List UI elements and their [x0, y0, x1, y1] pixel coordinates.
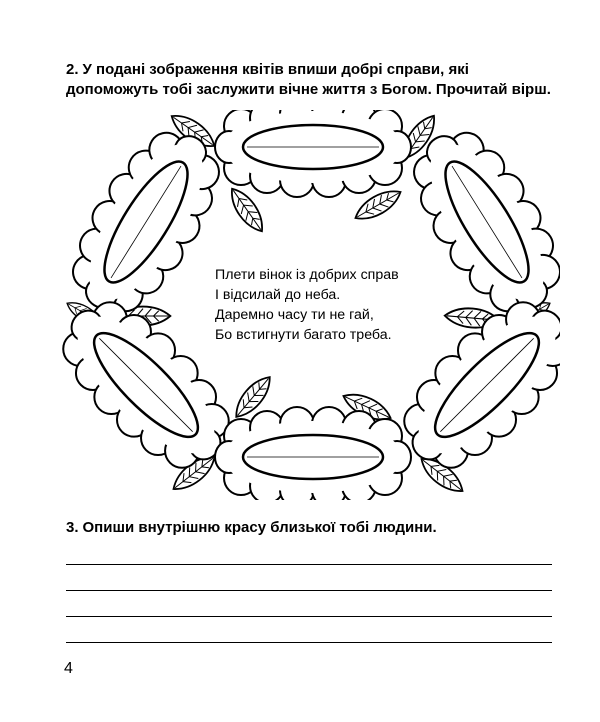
poem-line: Бо встигнути багато треба. — [215, 327, 392, 343]
poem-line: Даремно часу ти не гай, — [215, 307, 374, 323]
answer-line[interactable] — [66, 564, 552, 565]
answer-line[interactable] — [66, 590, 552, 591]
poem-line: Плети вінок із добрих справ — [215, 267, 399, 283]
answer-line[interactable] — [66, 642, 552, 643]
task-3 — [66, 518, 552, 538]
answer-line[interactable] — [66, 616, 552, 617]
task-2-text: У подані зображення квітів впиши добрі справи, які допоможуть тобі заслужити вічне життя з Богом. Прочитай вірш. — [66, 61, 551, 98]
task-2 — [66, 60, 552, 100]
flower-icon — [215, 407, 411, 500]
task-3-text: Опиши внутрішню красу близької тобі людини. — [82, 519, 437, 536]
flower-icon — [215, 110, 411, 197]
task-2-number: 2. — [66, 61, 79, 78]
task-3-number: 3. — [66, 519, 79, 536]
poem — [215, 265, 399, 345]
poem-line: І відсилай до неба. — [215, 287, 341, 303]
page-number: 4 — [64, 660, 73, 677]
